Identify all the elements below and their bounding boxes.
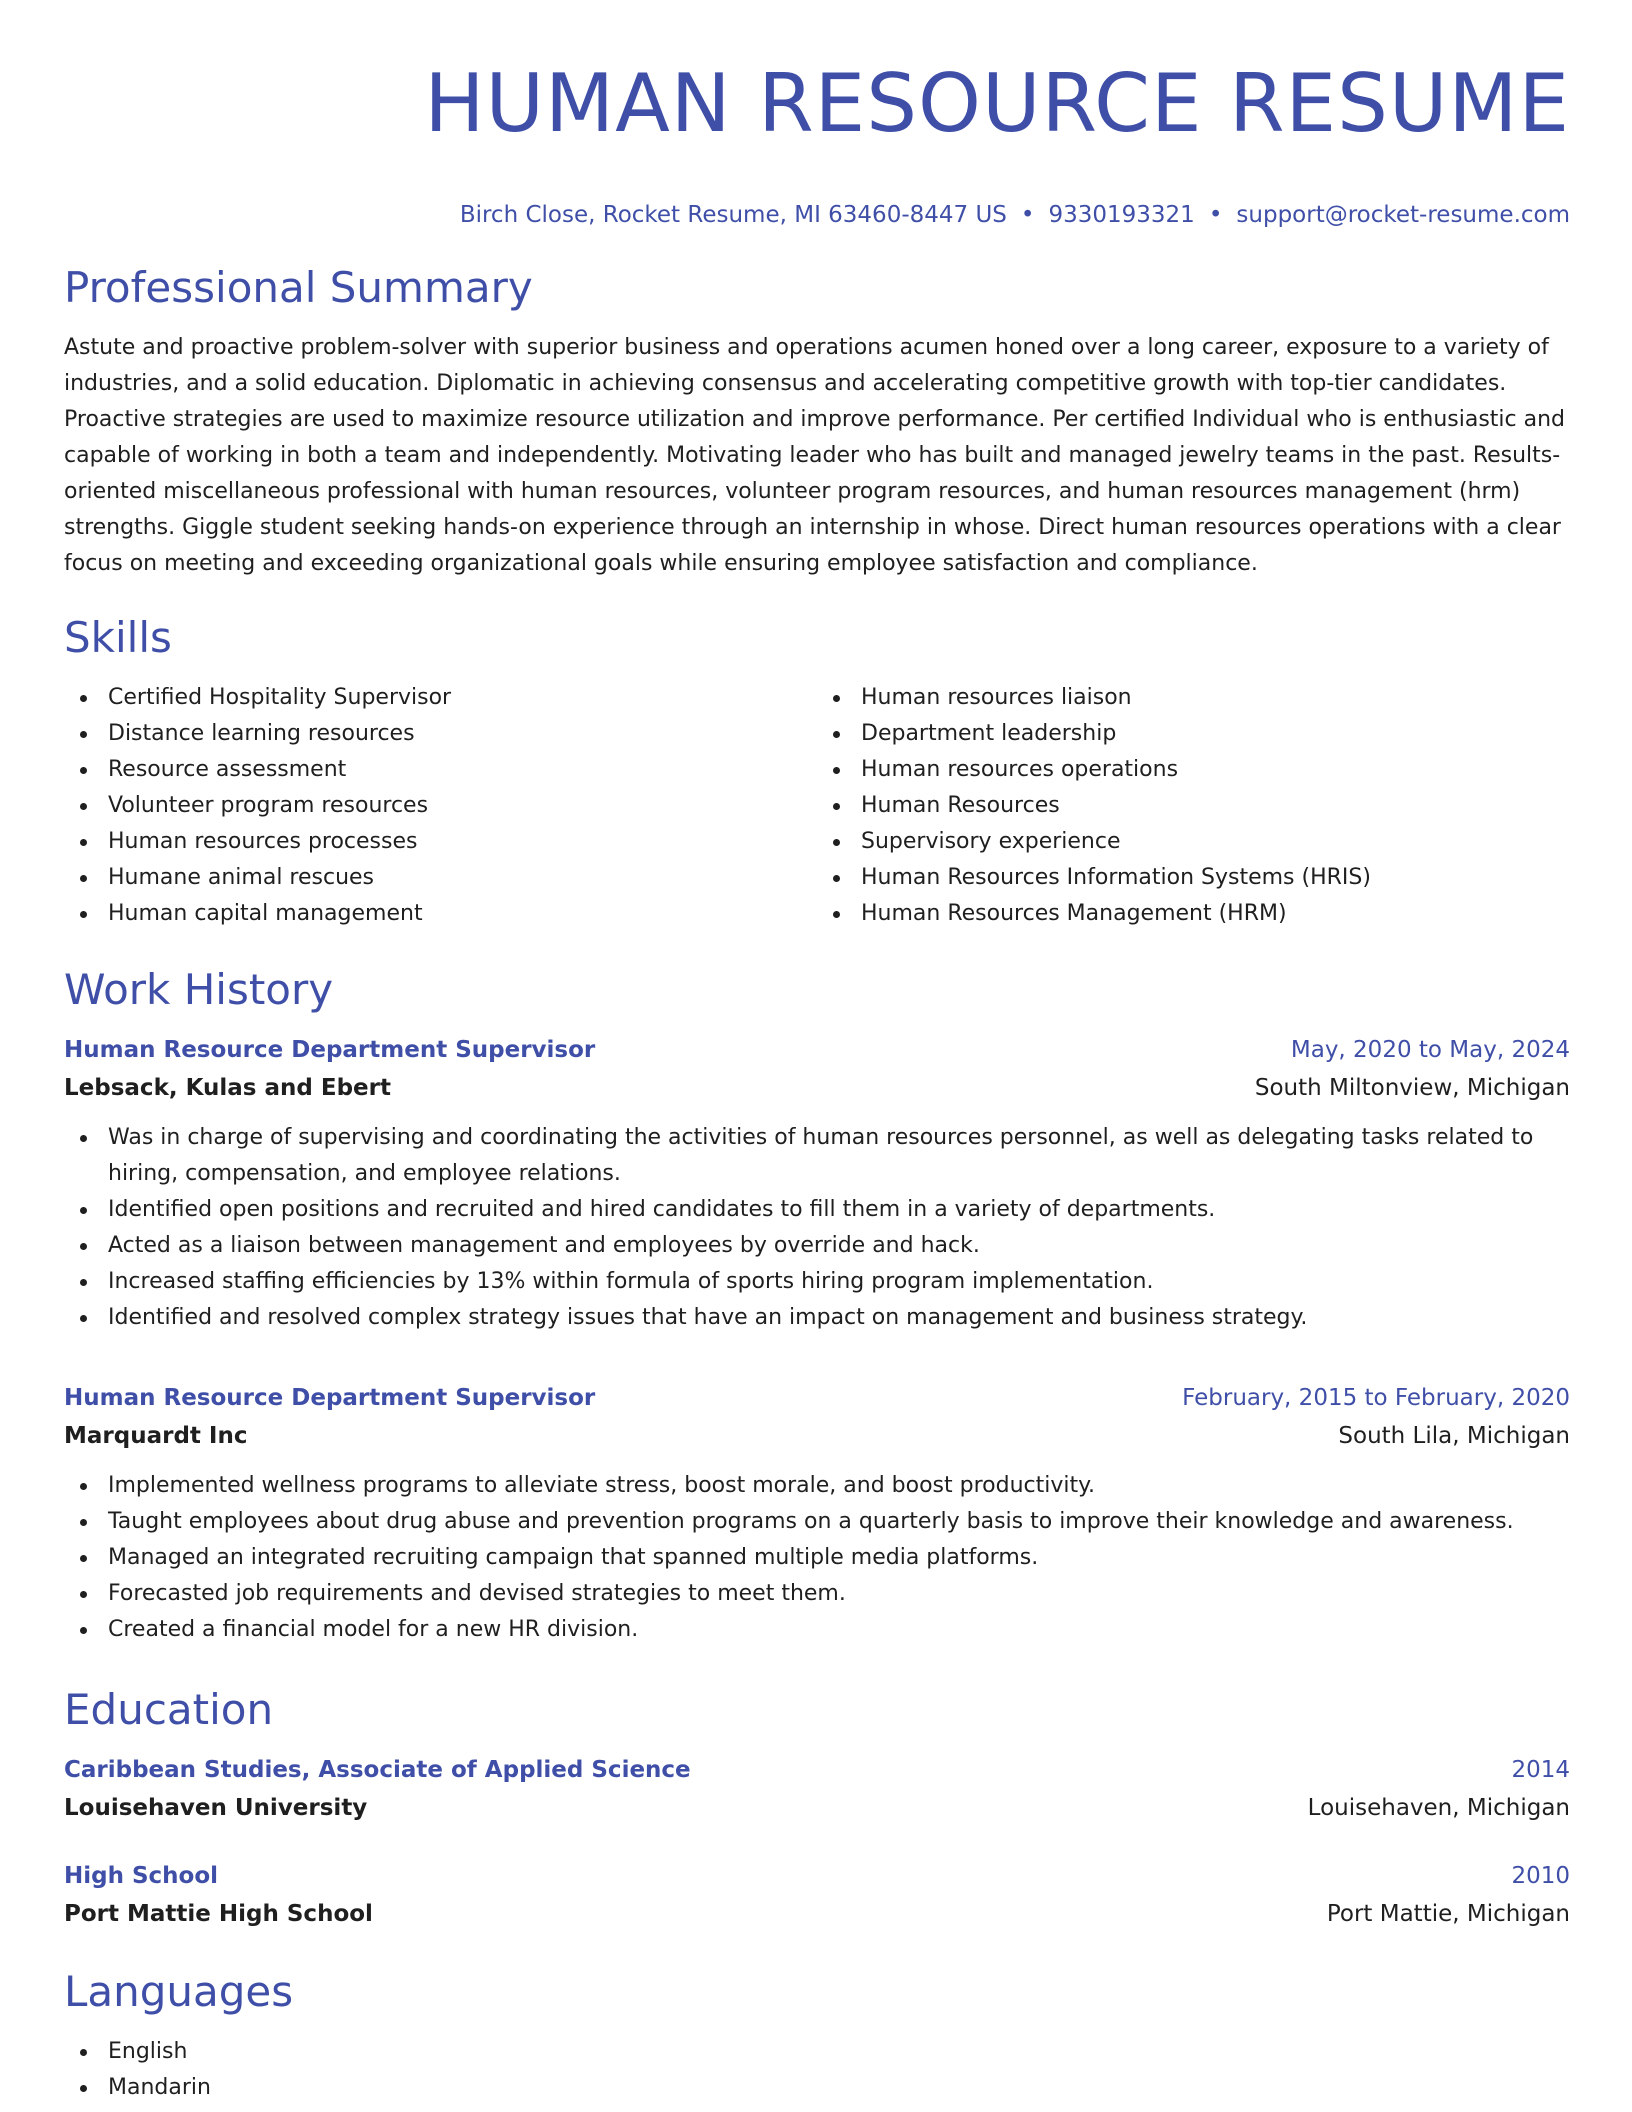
languages-list [64, 2034, 1570, 2106]
summary-section [64, 260, 1570, 582]
skill-item: Human Resources [817, 788, 1570, 824]
job-company: Lebsack, Kulas and Ebert [64, 1075, 391, 1101]
skills-section [64, 610, 1570, 932]
skill-item: Department leadership [817, 716, 1570, 752]
skill-item: Human capital management [64, 896, 817, 932]
education-location: Port Mattie, Michigan [1326, 1901, 1570, 1927]
education-school: Louisehaven University [64, 1795, 368, 1821]
skill-item: Distance learning resources [64, 716, 817, 752]
job-title: Human Resource Department Supervisor [64, 1385, 596, 1411]
job-entry [64, 1380, 1570, 1648]
skill-item: Resource assessment [64, 752, 817, 788]
languages-heading: Languages [64, 1967, 294, 2016]
education-heading: Education [64, 1685, 274, 1734]
education-school-row [64, 1788, 1570, 1828]
skill-item: Volunteer program resources [64, 788, 817, 824]
job-duty-item: Forecasted job requirements and devised strategies to meet them. [64, 1576, 1570, 1612]
education-year: 2014 [1511, 1757, 1570, 1783]
education-section [64, 1682, 1570, 1934]
education-entry [64, 1752, 1570, 1828]
resume-title: HUMAN RESOURCE RESUME [424, 57, 1570, 150]
skills-column-left [64, 680, 817, 932]
job-duty-item: Increased staffing efficiencies by 13% within formula of sports hiring program implementation. [64, 1264, 1570, 1300]
education-degree: Caribbean Studies, Associate of Applied Science [64, 1757, 691, 1783]
skill-item: Supervisory experience [817, 824, 1570, 860]
education-school-row [64, 1894, 1570, 1934]
languages-section [64, 1964, 1570, 2106]
job-header-row [64, 1380, 1570, 1416]
education-degree: High School [64, 1863, 219, 1889]
work-history-heading: Work History [64, 965, 334, 1014]
contact-line [64, 200, 1570, 230]
education-year: 2010 [1511, 1863, 1570, 1889]
skill-item: Humane animal rescues [64, 860, 817, 896]
education-entry [64, 1858, 1570, 1934]
job-duty-item: Identified open positions and recruited and hired candidates to fill them in a variety of departments. [64, 1192, 1570, 1228]
summary-heading: Professional Summary [64, 263, 533, 312]
skills-column-right [817, 680, 1570, 932]
skills-columns [64, 680, 1570, 932]
job-duties-list [64, 1120, 1570, 1336]
job-company-row [64, 1416, 1570, 1456]
skill-item: Human Resources Management (HRM) [817, 896, 1570, 932]
summary-text: Astute and proactive problem-solver with superior business and operations acumen honed over a long career, exposure to a variety of industries, and a solid education. Diplomatic in achieving consensus and accelerating competitive growth with top-tier candidates. Proactive strategies are used to maximize resource utilization and improve performance. Per certified Individual who is enthusiastic and capable of working in both a team and independently. Motivating leader who has built and managed jewelry teams in the past. Results-oriented miscellaneous professional with human resources, volunteer program resources, and human resources management (hrm) strengths. Giggle student seeking hands-on experience through an internship in whose. Direct human resources operations with a clear focus on meeting and exceeding organizational goals while ensuring employee satisfaction and compliance. [64, 335, 1566, 576]
work-history-section [64, 962, 1570, 1648]
job-entry [64, 1032, 1570, 1336]
resume-header [64, 0, 1570, 230]
job-company-row [64, 1068, 1570, 1108]
job-header-row [64, 1032, 1570, 1068]
job-duty-item: Managed an integrated recruiting campaign that spanned multiple media platforms. [64, 1540, 1570, 1576]
job-dates: February, 2015 to February, 2020 [1182, 1385, 1570, 1411]
contact-phone: 9330193321 [1048, 202, 1195, 228]
contact-address: Birch Close, Rocket Resume, MI 63460-8447 US [459, 202, 1007, 228]
skill-item: Human Resources Information Systems (HRIS) [817, 860, 1570, 896]
skill-item: Human resources operations [817, 752, 1570, 788]
job-duty-item: Acted as a liaison between management and employees by override and hack. [64, 1228, 1570, 1264]
job-dates: May, 2020 to May, 2024 [1290, 1037, 1570, 1063]
education-degree-row [64, 1858, 1570, 1894]
job-location: South Miltonview, Michigan [1254, 1075, 1570, 1101]
job-title: Human Resource Department Supervisor [64, 1037, 596, 1063]
education-school: Port Mattie High School [64, 1901, 373, 1927]
contact-email: support@rocket-resume.com [1236, 202, 1570, 228]
skill-item: Human resources processes [64, 824, 817, 860]
job-company: Marquardt Inc [64, 1423, 248, 1449]
job-duty-item: Taught employees about drug abuse and prevention programs on a quarterly basis to improve their knowledge and awareness. [64, 1504, 1570, 1540]
language-item: Mandarin [64, 2070, 1570, 2106]
contact-separator: • [1208, 202, 1223, 228]
job-duties-list [64, 1468, 1570, 1648]
language-item: English [64, 2034, 1570, 2070]
skills-heading: Skills [64, 613, 172, 662]
education-degree-row [64, 1752, 1570, 1788]
job-duty-item: Created a financial model for a new HR division. [64, 1612, 1570, 1648]
education-location: Louisehaven, Michigan [1307, 1795, 1570, 1821]
job-duty-item: Implemented wellness programs to alleviate stress, boost morale, and boost productivity. [64, 1468, 1570, 1504]
job-location: South Lila, Michigan [1338, 1423, 1570, 1449]
job-duty-item: Identified and resolved complex strategy issues that have an impact on management and business strategy. [64, 1300, 1570, 1336]
contact-separator: • [1020, 202, 1035, 228]
resume-page [64, 0, 1570, 2106]
job-duty-item: Was in charge of supervising and coordinating the activities of human resources personnel, as well as delegating tasks related to hiring, compensation, and employee relations. [64, 1120, 1570, 1192]
skill-item: Human resources liaison [817, 680, 1570, 716]
skill-item: Certified Hospitality Supervisor [64, 680, 817, 716]
